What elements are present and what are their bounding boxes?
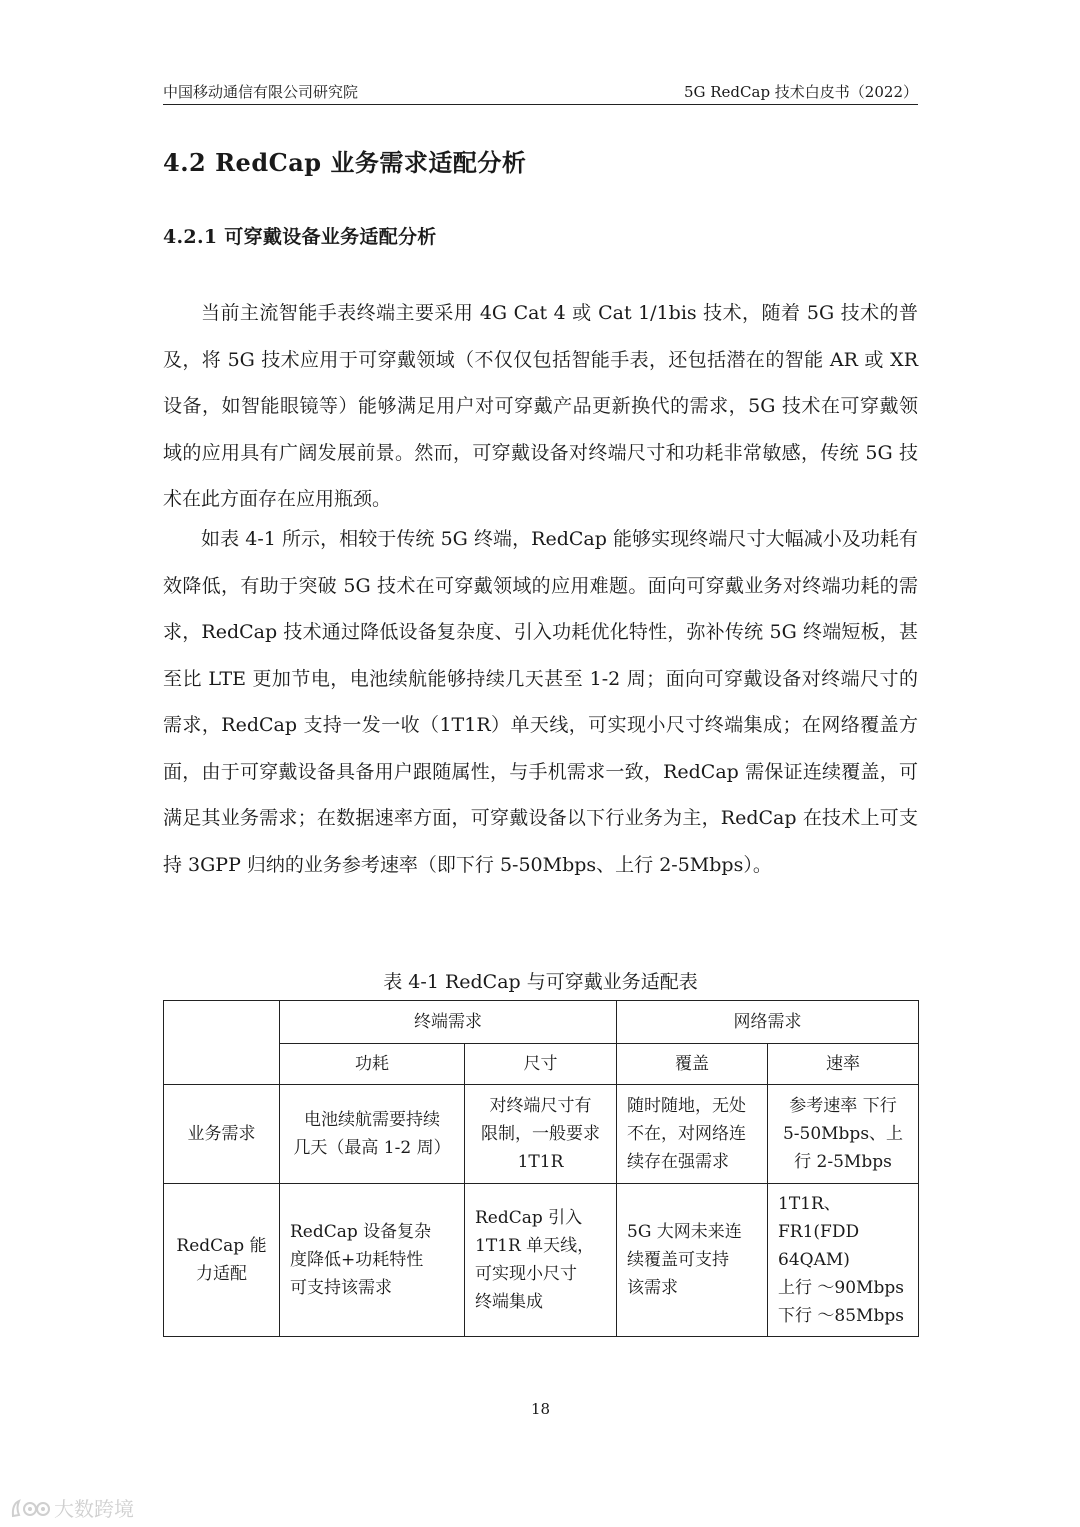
header-org: 中国移动通信有限公司研究院 [163,83,359,101]
cell-line: 续存在强需求 [627,1152,729,1172]
cell-power-requirement [280,1085,465,1184]
row-label-redcap-capability [164,1184,280,1337]
cell-size-requirement [465,1085,617,1184]
cell-line: 该需求 [627,1278,678,1298]
adaptation-table [163,1000,919,1337]
row-label-business-requirement: 业务需求 [164,1085,280,1184]
cell-line: 几天（最高 1-2 周） [293,1138,451,1158]
subsection-title: 4.2.1 可穿戴设备业务适配分析 [163,226,437,248]
cell-line: 终端集成 [475,1292,543,1312]
header-network-requirements: 网络需求 [617,1001,919,1044]
cell-line: 1T1R、 [778,1194,841,1214]
header-doc-title: 5G RedCap 技术白皮书（2022） [683,83,918,101]
table-corner-cell [164,1001,280,1085]
cell-rate-requirement [768,1085,919,1184]
table-caption: 表 4-1 RedCap 与可穿戴业务适配表 [383,971,698,993]
cell-line: 对终端尺寸有 [489,1096,592,1116]
page-number: 18 [530,1400,551,1418]
cell-size-capability [465,1184,617,1337]
section-title: 4.2 RedCap 业务需求适配分析 [163,148,527,177]
cell-line: 限制，一般要求 [481,1124,600,1144]
watermark-text: 大数跨境 [54,1497,134,1521]
cell-line: FR1(FDD [778,1222,860,1242]
cell-line: 可实现小尺寸 [475,1264,577,1284]
cell-power-capability [280,1184,465,1337]
cell-line: RedCap 设备复杂 [290,1222,432,1242]
paragraph-1: 当前主流智能手表终端主要采用 4G Cat 4 或 Cat 1/1bis 技术，随着 5G 技术的普及，将 5G 技术应用于可穿戴领域（不仅仅包括智能手表，还包括潜在的智能 AR 或 XR 设备，如智能眼镜等）能够满足用户对可穿戴产品更新换代的需求，5G 技术在可穿戴领域的应用具有广阔发展前景。然而，可穿戴设备对终端尺寸和功耗非常敏感，传统 5G 技术在此方面存在应用瓶颈。 [163,302,918,510]
cell-line: 64QAM) [778,1250,850,1270]
cell-line: 随时随地，无处 [627,1096,746,1116]
cell-line: 不在，对网络连 [627,1124,746,1144]
cell-line: 下行 ～85Mbps [778,1306,904,1326]
header-coverage: 覆盖 [617,1044,768,1085]
cell-line: 1T1R [517,1152,564,1172]
cell-line: RedCap 能 [176,1236,267,1256]
cell-line: 续覆盖可支持 [627,1250,729,1270]
paragraph-2: 如表 4-1 所示，相较于传统 5G 终端，RedCap 能够实现终端尺寸大幅减小及功耗有效降低，有助于突破 5G 技术在可穿戴领域的应用难题。面向可穿戴业务对终端功耗的需求，RedCap 技术通过降低设备复杂度、引入功耗优化特性，弥补传统 5G 终端短板，甚至比 LTE 更加节电，电池续航能够持续几天甚至 1-2 周；面向可穿戴设备对终端尺寸的需求，RedCap 支持一发一收（1T1R）单天线，可实现小尺寸终端集成；在网络覆盖方面，由于可穿戴设备具备用户跟随属性，与手机需求一致，RedCap 需保证连续覆盖，可满足其业务需求；在数据速率方面，可穿戴设备以下行业务为主，RedCap 在技术上可支持 3GPP 归纳的业务参考速率（即下行 5-50Mbps、上行 2-5Mbps）。 [163,528,918,876]
cell-line: 上行 ～90Mbps [778,1278,904,1298]
cell-rate-capability [768,1184,919,1337]
header-rate: 速率 [768,1044,919,1085]
cell-line: 行 2-5Mbps [794,1152,892,1172]
cell-line: 可支持该需求 [290,1278,392,1298]
header-power: 功耗 [280,1044,465,1085]
cell-line: 1T1R 单天线， [475,1236,595,1256]
cell-coverage-requirement [617,1085,768,1184]
watermark-logo-icon [10,1496,52,1520]
watermark [10,1493,134,1522]
cell-line: 5-50Mbps、上 [782,1124,904,1144]
cell-line: 5G 大网未来连 [627,1222,742,1242]
cell-line: 电池续航需要持续 [304,1110,440,1130]
cell-line: RedCap 引入 [475,1208,583,1228]
cell-line: 度降低+功耗特性 [290,1250,424,1270]
cell-line: 参考速率 下行 [789,1096,897,1116]
header-terminal-requirements: 终端需求 [280,1001,617,1044]
cell-line: 力适配 [196,1264,247,1284]
header-size: 尺寸 [465,1044,617,1085]
page-header [163,76,918,105]
cell-coverage-capability [617,1184,768,1337]
